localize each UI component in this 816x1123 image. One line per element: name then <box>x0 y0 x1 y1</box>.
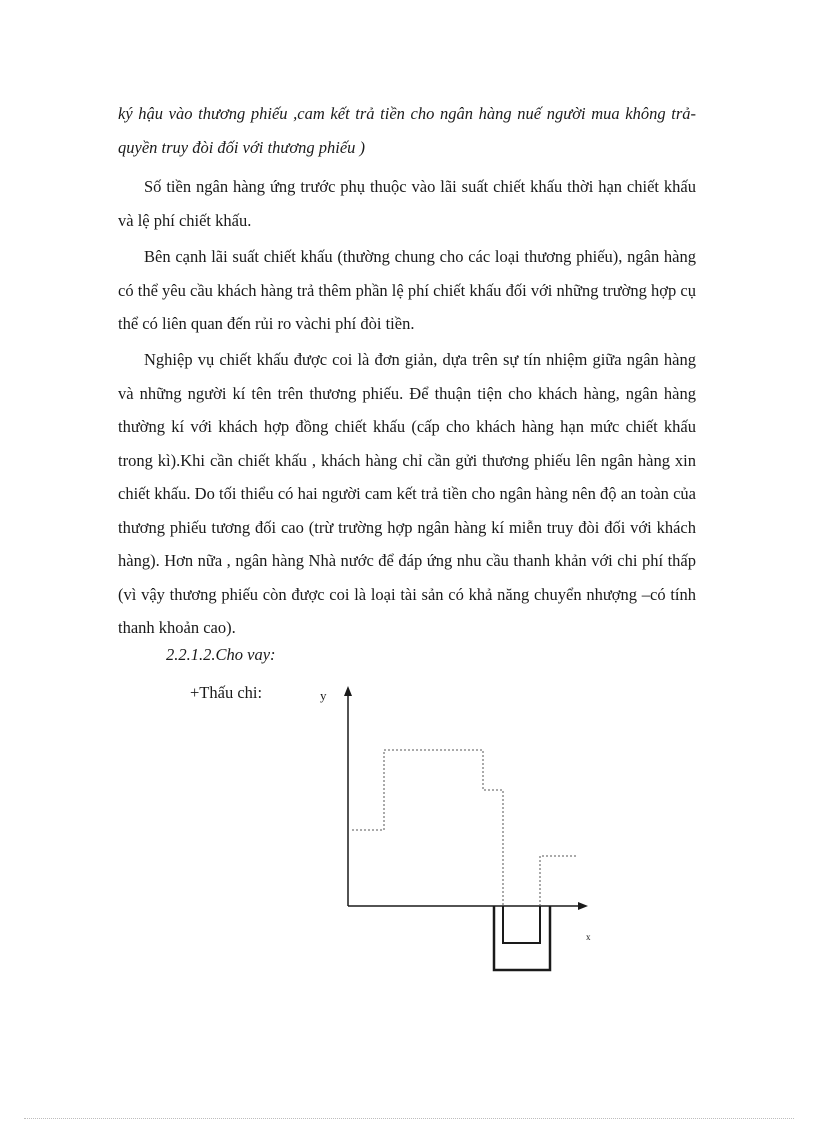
paragraph-discount: Nghiệp vụ chiết khấu được coi là đơn giản, dựa trên sự tín nhiệm giữa ngân hàng và những người kí tên trên thương phiếu. Để thuận tiện cho khách hàng, ngân hàng thường kí với khách hợp đồng chiết khấu (cấp cho khách hàng hạn mức chiết khấu trong kì).Khi cần chiết khấu , khách hàng chỉ cần gửi thương phiếu lên ngân hàng xin chiết khấu. Do tối thiểu có hai người cam kết trả tiền cho ngân hàng nên độ an toàn của thương phiếu tương đối cao (trừ trường hợp ngân hàng kí miễn truy đòi đối với khách hàng). Hơn nữa , ngân hàng Nhà nước để đáp ứng nhu cầu thanh khản với chi phí thấp (vì vậy thương phiếu còn được coi là loại tài sản có khả năng chuyển nhượng –có tính thanh khoản cao). <box>118 350 696 637</box>
y-axis-arrow <box>344 686 352 696</box>
section-heading: 2.2.1.2.Cho vay: <box>166 645 276 664</box>
x-axis-label: x <box>586 932 591 942</box>
overdraft-diagram <box>300 680 600 980</box>
overdraft-inner-box <box>503 906 540 943</box>
paragraph-advance: Số tiền ngân hàng ứng trước phụ thuộc vào lãi suất chiết khấu thời hạn chiết khấu và lệ phí chiết khấu. <box>118 177 696 230</box>
balance-step-line-right <box>540 856 578 906</box>
balance-step-line <box>352 750 503 906</box>
overdraft-label: +Thấu chi: <box>190 683 263 702</box>
paragraph-intro: ký hậu vào thương phiếu ,cam kết trả tiền cho ngân hàng nuế người mua không trả-quyền truy đòi đối với thương phiếu ) <box>118 104 696 157</box>
paragraph-fee: Bên cạnh lãi suất chiết khấu (thường chung cho các loại thương phiếu), ngân hàng có thể yêu cầu khách hàng trả thêm phần lệ phí chiết khấu đối với những trường hợp cụ thể có liên quan đến rủi ro vàchi phí đòi tiền. <box>118 247 696 333</box>
y-axis-label: y <box>320 688 327 703</box>
x-axis-arrow <box>578 902 588 910</box>
footer-rule <box>24 1118 794 1119</box>
